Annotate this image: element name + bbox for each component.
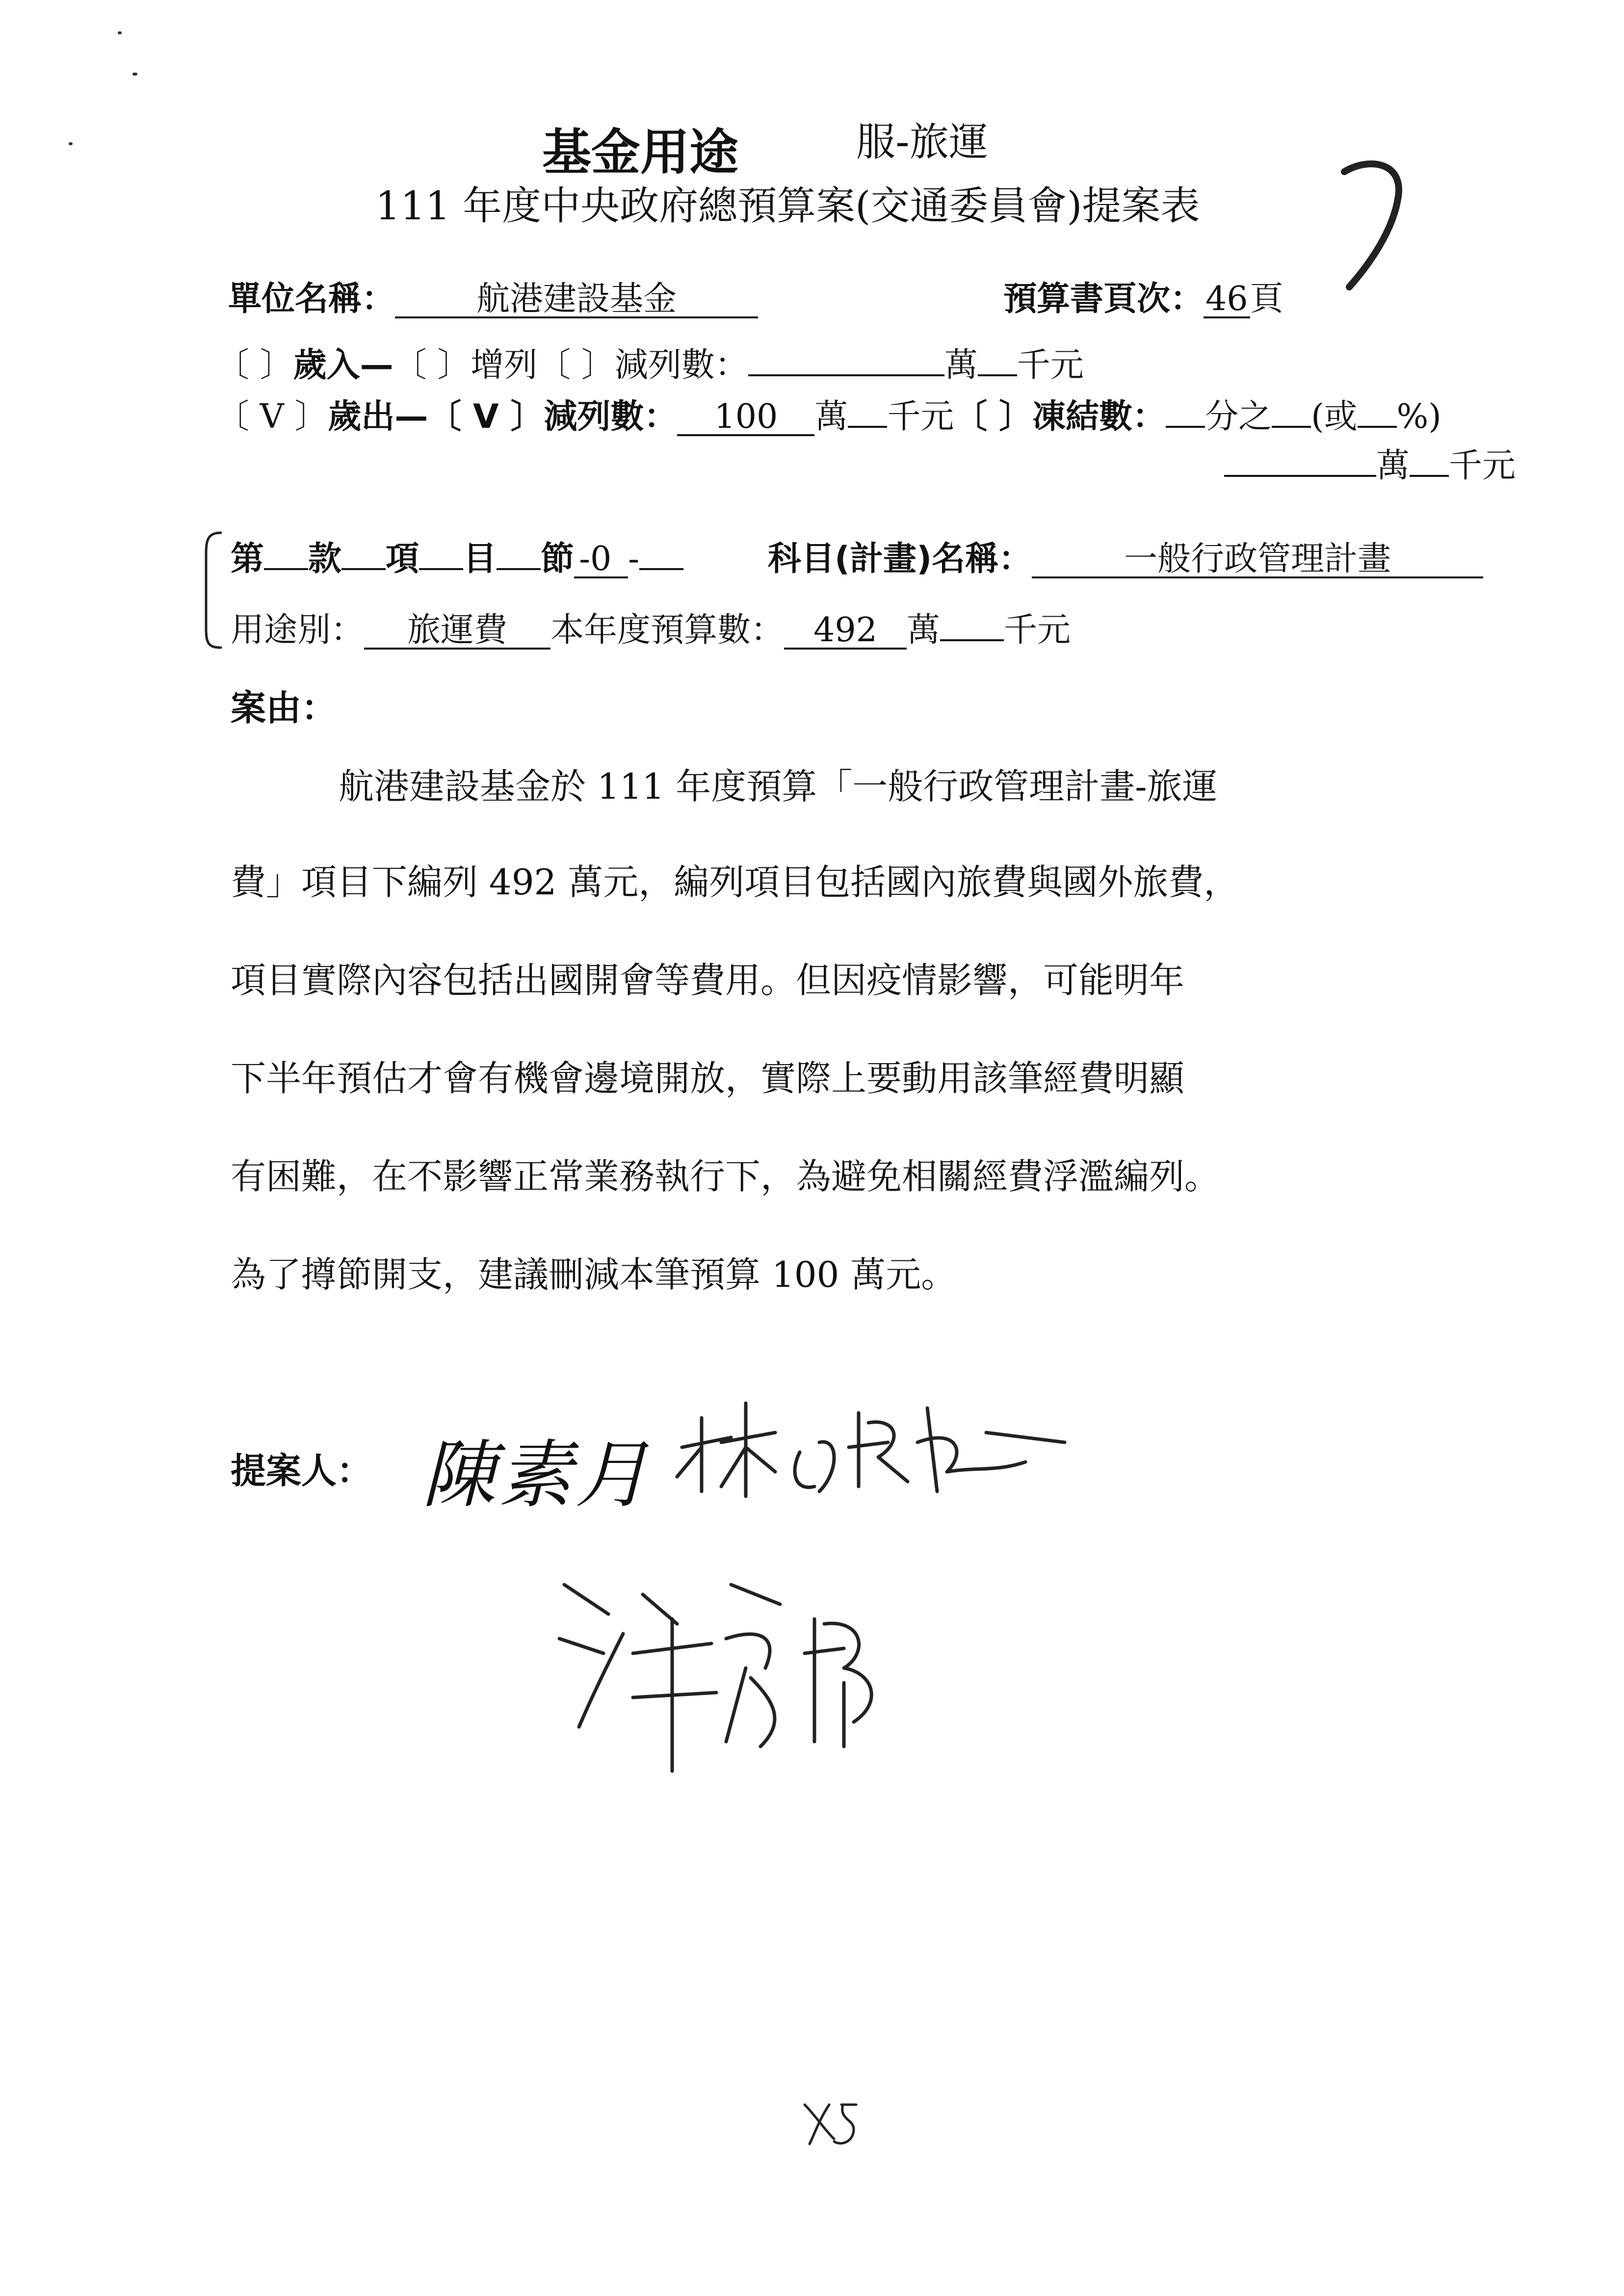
main-title: 111 年度中央政府總預算案(交通委員會)提案表 <box>375 183 1200 229</box>
item-dash-blank <box>639 568 683 570</box>
budget-value: 492 <box>784 613 907 650</box>
item-mu-blank <box>419 568 463 570</box>
revenue-increase: 〔 〕增列 <box>393 346 538 385</box>
item-row <box>231 532 683 580</box>
revenue-wan: 萬 <box>944 346 978 385</box>
freeze-amount-row <box>1224 439 1516 487</box>
item-jie: 節 <box>541 540 575 578</box>
subject-row <box>768 532 1483 580</box>
page-suffix: 頁 <box>1250 280 1283 318</box>
expenditure-decrease-label: 〔 V 〕減列數： <box>428 397 678 436</box>
reason-line: 項目實際內容包括出國開會等費用。但因疫情影響，可能明年 <box>231 960 1185 1001</box>
revenue-label: 歲入— <box>293 346 393 385</box>
page-value: 46 <box>1204 282 1250 318</box>
budget-wan: 萬 <box>907 611 941 650</box>
handwritten-note: 服-旅運 <box>856 119 988 165</box>
freeze-qian-blank <box>1410 475 1449 477</box>
unit-row <box>228 272 758 320</box>
freeze-numerator-blank <box>1166 426 1205 428</box>
freeze-wan-blank <box>1224 475 1376 477</box>
scan-speck <box>69 142 73 145</box>
reason-line: 費」項目下編列 492 萬元，編列項目包括國內旅費與國外旅費， <box>231 861 1239 903</box>
reason-line: 航港建設基金於 111 年度預算「一般行政管理計畫-旅運 <box>339 766 1218 807</box>
item-dash: - <box>628 540 640 578</box>
scan-speck <box>132 73 137 76</box>
page-row <box>1003 272 1283 320</box>
fund-usage-title: 基金用途 <box>542 124 738 181</box>
item-mu: 目 <box>463 540 497 578</box>
expenditure-qian-blank <box>848 426 887 428</box>
usage-value: 旅運費 <box>364 613 550 650</box>
expenditure-bracket: 〔 V 〕 <box>216 397 328 436</box>
scan-speck <box>118 31 122 34</box>
freeze-or: (或 <box>1311 397 1358 436</box>
revenue-qian-blank <box>978 374 1017 376</box>
freeze-wan: 萬 <box>1376 446 1410 485</box>
page-label: 預算書頁次： <box>1003 280 1204 318</box>
item-xiang: 項 <box>386 540 419 578</box>
reason-line: 為了撙節開支，建議刪減本筆預算 100 萬元。 <box>231 1254 957 1295</box>
signature-chen-suyue: 陳素月 <box>422 1433 652 1518</box>
freeze-label: 〔 〕凍結數： <box>954 397 1166 436</box>
unit-value: 航港建設基金 <box>395 282 758 318</box>
signature-2 <box>672 1374 1114 1521</box>
revenue-decrease: 〔 〕減列數： <box>537 346 748 385</box>
item-block-brace <box>201 530 231 652</box>
subject-label: 科目(計畫)名稱： <box>768 540 1032 578</box>
revenue-bracket: 〔 〕 <box>216 346 293 385</box>
freeze-percent-blank <box>1358 426 1397 428</box>
budget-label: 本年度預算數： <box>550 611 785 650</box>
item-xiang-blank <box>341 568 386 570</box>
reason-line: 有困難，在不影響正常業務執行下，為避免相關經費浮濫編列。 <box>231 1156 1220 1197</box>
reason-line: 下半年預估才會有機會邊境開放，實際上要動用該筆經費明顯 <box>231 1058 1185 1099</box>
item-kuan: 第 <box>231 540 264 578</box>
freeze-qian: 千元 <box>1449 446 1516 485</box>
expenditure-row <box>216 390 1441 438</box>
unit-label: 單位名稱： <box>228 280 395 318</box>
footer-mark <box>795 2085 864 2159</box>
usage-row <box>231 603 1071 651</box>
expenditure-decrease-value: 100 <box>677 399 814 436</box>
usage-label: 用途別： <box>231 611 365 650</box>
signature-3 <box>550 1555 922 1786</box>
item-jie-value: -0 <box>574 542 628 578</box>
revenue-qian: 千元 <box>1017 346 1084 385</box>
expenditure-qian: 千元 <box>887 397 954 436</box>
item-kuan-blank <box>264 568 308 570</box>
proposer-label: 提案人： <box>231 1450 372 1491</box>
reason-label: 案由： <box>231 687 337 729</box>
budget-qian: 千元 <box>1004 611 1071 650</box>
freeze-percent: %) <box>1396 397 1441 436</box>
revenue-row <box>216 339 1084 386</box>
item-jie-blank <box>497 568 541 570</box>
budget-qian-blank <box>940 639 1004 641</box>
subject-value: 一般行政管理計畫 <box>1032 542 1483 578</box>
expenditure-label: 歲出— <box>328 397 428 436</box>
revenue-decrease-blank <box>748 374 944 376</box>
freeze-denominator-blank <box>1272 426 1311 428</box>
expenditure-wan: 萬 <box>814 397 848 436</box>
corner-mark-seven <box>1325 152 1423 299</box>
freeze-fraction: 分之 <box>1205 397 1272 436</box>
item-kuan-suffix: 款 <box>308 540 342 578</box>
